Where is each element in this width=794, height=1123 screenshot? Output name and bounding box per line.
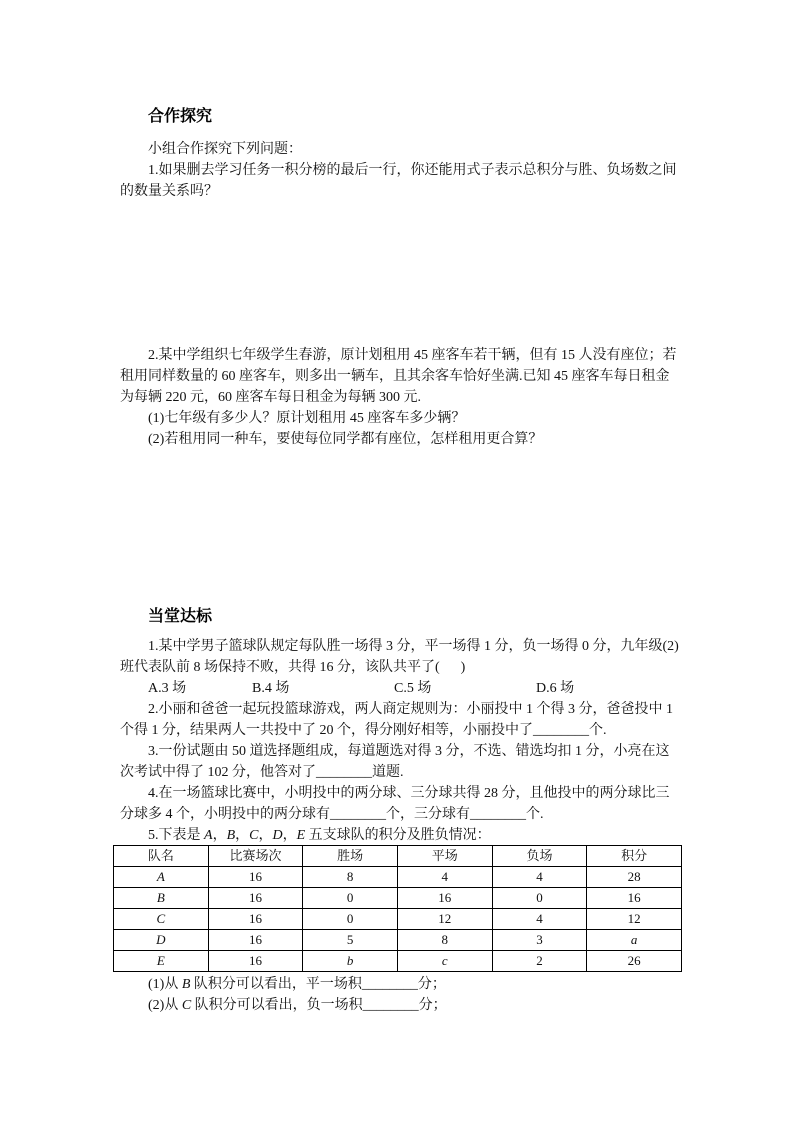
table-cell-team: D [114, 930, 209, 951]
explore-q2-line-3: 为每辆 220 元，60 座客车每日租金为每辆 300 元. [120, 390, 421, 405]
practice-q5-sub-2 [148, 995, 447, 1016]
table-header-row [114, 846, 682, 867]
table-cell: 16 [208, 867, 303, 888]
table-row [114, 951, 682, 972]
table-cell-variable: a [587, 930, 682, 951]
table-cell: 3 [492, 930, 587, 951]
practice-q1-line-2: 班代表队前 8 场保持不败，共得 16 分，该队共平了( ) [120, 660, 466, 675]
table-cell: 0 [492, 888, 587, 909]
team-label-b: B [181, 977, 191, 992]
table-cell: 16 [397, 888, 492, 909]
practice-q5-sub-1 [148, 974, 446, 995]
table-cell: 0 [303, 909, 398, 930]
practice-q1-option-a: A.3 场 [148, 681, 187, 696]
table-cell: 12 [397, 909, 492, 930]
q5-intro-text: 5.下表是 [148, 828, 204, 843]
separator: ， [212, 828, 227, 843]
practice-q3-line-1: 3.一份试题由 50 道选择题组成，每道题选对得 3 分，不选、错选均扣 1 分，小亮在这 [148, 744, 670, 759]
practice-q1-option-d: D.6 场 [536, 681, 575, 696]
table-cell: 8 [303, 867, 398, 888]
table-cell: 16 [587, 888, 682, 909]
q5-sub-text: (1)从 [148, 977, 182, 992]
table-cell: 4 [492, 909, 587, 930]
table-header-cell: 积分 [587, 846, 682, 867]
team-label-d: D [272, 828, 283, 843]
table-row [114, 888, 682, 909]
table-cell-variable: c [397, 951, 492, 972]
team-label-c: C [181, 998, 192, 1013]
table-cell-team: C [114, 909, 209, 930]
table-cell: 4 [492, 867, 587, 888]
table-header-cell: 队名 [114, 846, 209, 867]
table-cell-team: E [114, 951, 209, 972]
separator: ， [235, 828, 250, 843]
q5-sub-text: 队积分可以看出，负一场积________分； [191, 998, 447, 1013]
practice-q1-option-b: B.4 场 [252, 681, 290, 696]
explore-q2-line-2: 租用同样数量的 60 座客车，则多出一辆车，且其余客车恰好坐满.已知 45 座客车每日租金 [120, 369, 670, 384]
standings-table [113, 845, 682, 972]
table-cell-team: B [114, 888, 209, 909]
practice-q4-line-2: 分球多 4 个，小明投中的两分球有________个，三分球有________个. [120, 807, 544, 822]
q5-sub-text: 队积分可以看出，平一场积________分； [190, 977, 446, 992]
table-row [114, 909, 682, 930]
table-header-cell: 比赛场次 [208, 846, 303, 867]
team-label-b: B [226, 828, 236, 843]
practice-q3-line-2: 次考试中得了 102 分，他答对了________道题. [120, 765, 404, 780]
practice-q2-line-1: 2.小丽和爸爸一起玩投篮球游戏，两人商定规则为：小丽投中 1 个得 3 分，爸爸投中 1 [148, 702, 673, 717]
table-header-cell: 负场 [492, 846, 587, 867]
table-cell: 16 [208, 951, 303, 972]
table-cell: 26 [587, 951, 682, 972]
table-cell: 12 [587, 909, 682, 930]
explore-q2-line-1: 2.某中学组织七年级学生春游，原计划租用 45 座客车若干辆，但有 15 人没有座位；若 [148, 348, 677, 363]
practice-q2-line-2: 个得 1 分，结果两人一共投中了 20 个，得分刚好相等，小丽投中了________个. [120, 723, 607, 738]
table-cell: 0 [303, 888, 398, 909]
table-cell-variable: b [303, 951, 398, 972]
section-heading-practice: 当堂达标 [148, 608, 213, 625]
separator: ， [282, 828, 297, 843]
table-cell: 4 [397, 867, 492, 888]
q5-sub-text: (2)从 [148, 998, 182, 1013]
practice-q4-line-1: 4.在一场篮球比赛中，小明投中的两分球、三分球共得 28 分，且他投中的两分球比三 [148, 786, 670, 801]
table-cell: 8 [397, 930, 492, 951]
table-header-cell: 胜场 [303, 846, 398, 867]
explore-q1-line-2: 的数量关系吗？ [120, 184, 218, 199]
table-cell: 2 [492, 951, 587, 972]
explore-q1-line-1: 1.如果删去学习任务一积分榜的最后一行，你还能用式子表示总积分与胜、负场数之间 [148, 163, 677, 178]
team-label-c: C [249, 828, 259, 843]
table-cell: 16 [208, 909, 303, 930]
table-row [114, 867, 682, 888]
explore-q2-sub-2: (2)若租用同一种车，要使每位同学都有座位，怎样租用更合算？ [148, 432, 543, 447]
table-row [114, 930, 682, 951]
table-cell: 5 [303, 930, 398, 951]
practice-q1-option-c: C.5 场 [394, 681, 432, 696]
table-cell-team: A [114, 867, 209, 888]
practice-q1-line-1: 1.某中学男子篮球队规定每队胜一场得 3 分，平一场得 1 分，负一场得 0 分，九年级(2) [148, 639, 679, 654]
table-cell: 28 [587, 867, 682, 888]
explore-intro: 小组合作探究下列问题： [148, 142, 302, 157]
table-cell: 16 [208, 888, 303, 909]
practice-q5-intro [148, 825, 491, 846]
table-header-cell: 平场 [397, 846, 492, 867]
separator: ， [258, 828, 273, 843]
q5-intro-text: 五支球队的积分及胜负情况： [305, 828, 491, 843]
team-label-a: A [204, 828, 213, 843]
team-label-e: E [296, 828, 306, 843]
table-cell: 16 [208, 930, 303, 951]
section-heading-explore: 合作探究 [148, 108, 213, 125]
explore-q2-sub-1: (1)七年级有多少人？原计划租用 45 座客车多少辆？ [148, 411, 466, 426]
